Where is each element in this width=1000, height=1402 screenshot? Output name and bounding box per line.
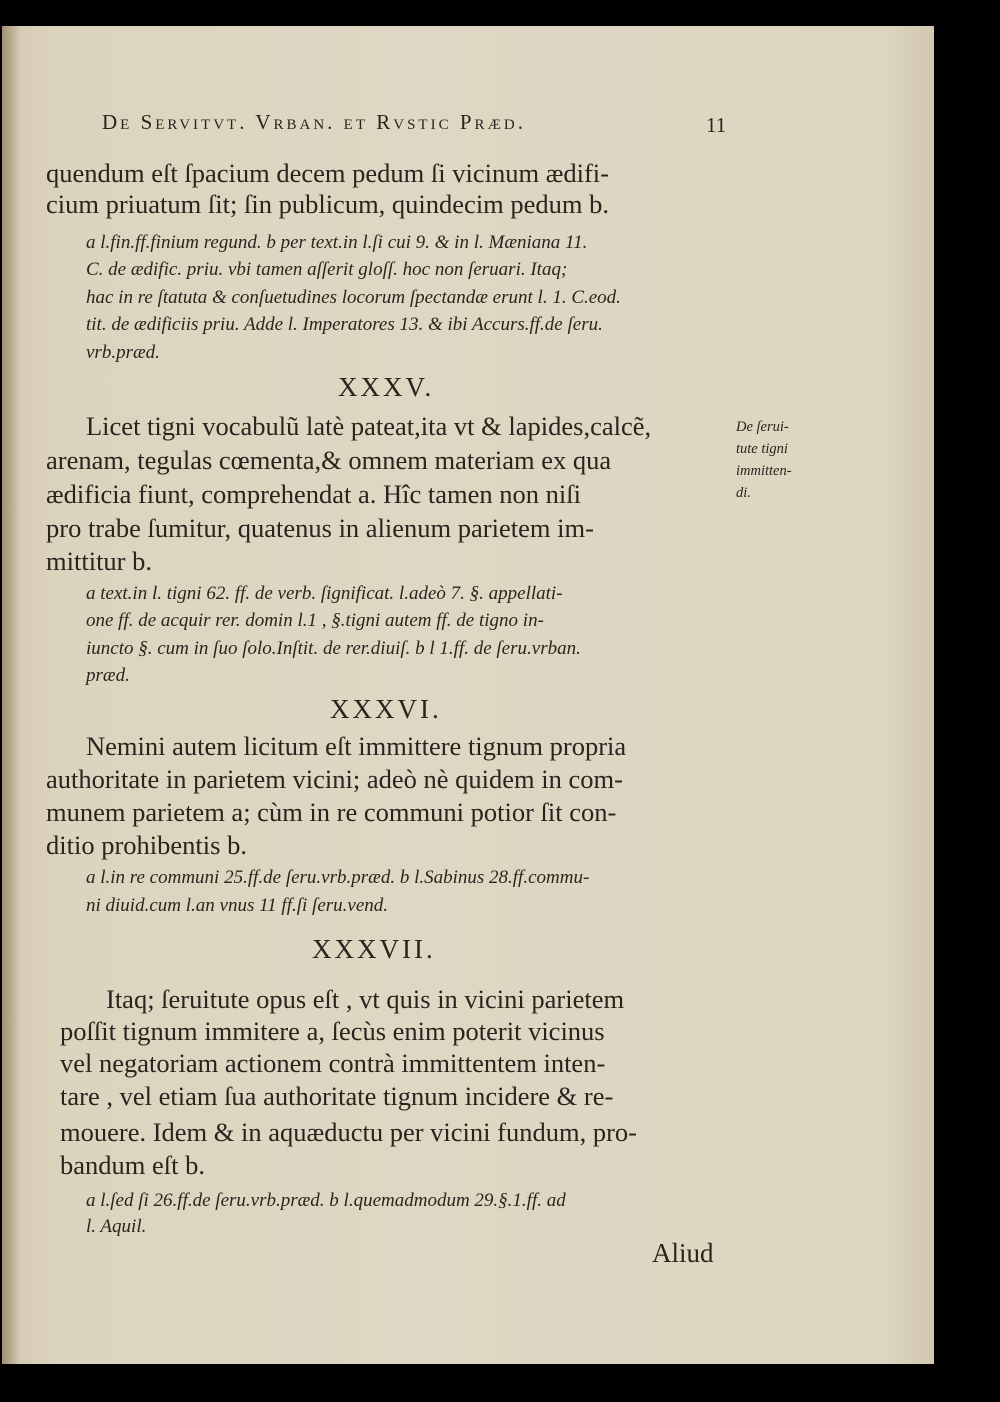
body-line: poſſit tignum immitere a, ſecùs enim poterit vicinus bbox=[60, 1016, 605, 1046]
margin-note-line: De ſerui- bbox=[736, 419, 789, 435]
body-line: Itaq; ſeruitute opus eſt , vt quis in vicini parietem bbox=[106, 984, 625, 1014]
body-line: ædificia fiunt, comprehendat a. Hîc tamen non niſi bbox=[46, 479, 581, 509]
footnote-line: a l.fin.ff.finium regund. b per text.in l.ſi cui 9. & in l. Mæniana 11. bbox=[86, 232, 588, 253]
gutter-shadow bbox=[2, 26, 20, 1364]
footnote-line: a l.in re communi 25.ff.de ſeru.vrb.præd. b l.Sabinus 28.ff.commu- bbox=[86, 867, 590, 888]
section-heading: XXXVII. bbox=[312, 934, 436, 964]
footnote-line: ni diuid.cum l.an vnus 11 ff.ſi ſeru.vend. bbox=[86, 895, 389, 916]
margin-note-line: di. bbox=[736, 485, 751, 501]
body-line: tare , vel etiam ſua authoritate tignum incidere & re- bbox=[60, 1081, 614, 1111]
body-line: mouere. Idem & in aquæductu per vicini fundum, pro- bbox=[60, 1117, 637, 1147]
section-heading: XXXVI. bbox=[330, 694, 442, 724]
footnote-line: a text.in l. tigni 62. ff. de verb. ſignificat. l.adeò 7. §. appellati- bbox=[86, 583, 563, 604]
footnote-line: præd. bbox=[86, 665, 130, 686]
footnote-line: l. Aquil. bbox=[86, 1216, 147, 1237]
margin-note-line: immitten- bbox=[736, 463, 792, 479]
body-line: pro trabe ſumitur, quatenus in alienum parietem im- bbox=[46, 513, 594, 543]
catchword: Aliud bbox=[652, 1238, 714, 1268]
footnote-line: tit. de ædificiis priu. Adde l. Imperatores 13. & ibi Accurs.ff.de ſeru. bbox=[86, 314, 603, 335]
body-line: Nemini autem licitum eſt immittere tignum propria bbox=[86, 731, 627, 761]
body-line: cium priuatum ſit; ſin publicum, quindecim pedum b. bbox=[46, 189, 610, 219]
footnote-line: hac in re ſtatuta & conſuetudines locorum ſpectandæ erunt l. 1. C.eod. bbox=[86, 287, 621, 308]
body-line: vel negatoriam actionem contrà immittentem inten- bbox=[60, 1048, 606, 1078]
body-line: mittitur b. bbox=[46, 546, 152, 576]
footnote-line: one ff. de acquir rer. domin l.1 , §.tigni autem ff. de tigno in- bbox=[86, 610, 544, 631]
footnote-line: C. de ædific. priu. vbi tamen aſſerit gloſſ. hoc non ſeruari. Itaq; bbox=[86, 259, 568, 280]
footnote-line: iuncto §. cum in ſuo ſolo.Inſtit. de rer.diuiſ. b l 1.ff. de ſeru.vrban. bbox=[86, 638, 581, 659]
page-number: 11 bbox=[706, 113, 727, 137]
body-line: authoritate in parietem vicini; adeò nè quidem in com- bbox=[46, 764, 623, 794]
body-line: arenam, tegulas cœmenta,& omnem materiam ex qua bbox=[46, 445, 612, 475]
margin-note-line: tute tigni bbox=[736, 441, 788, 457]
running-head: De Servitvt. Vrban. et Rvstic Præd. bbox=[102, 110, 526, 134]
body-line: ditio prohibentis b. bbox=[46, 830, 247, 860]
footnote-line: vrb.præd. bbox=[86, 342, 160, 363]
body-line: bandum eſt b. bbox=[60, 1150, 205, 1180]
footnote-line: a l.ſed ſi 26.ff.de ſeru.vrb.præd. b l.quemadmodum 29.§.1.ff. ad bbox=[86, 1190, 566, 1211]
body-line: Licet tigni vocabulũ latè pateat,ita vt & lapides,calcẽ, bbox=[86, 411, 652, 441]
section-heading: XXXV. bbox=[338, 372, 435, 402]
body-line: quendum eſt ſpacium decem pedum ſi vicinum ædifi- bbox=[46, 158, 609, 188]
body-line: munem parietem a; cùm in re communi potior ſit con- bbox=[46, 797, 617, 827]
